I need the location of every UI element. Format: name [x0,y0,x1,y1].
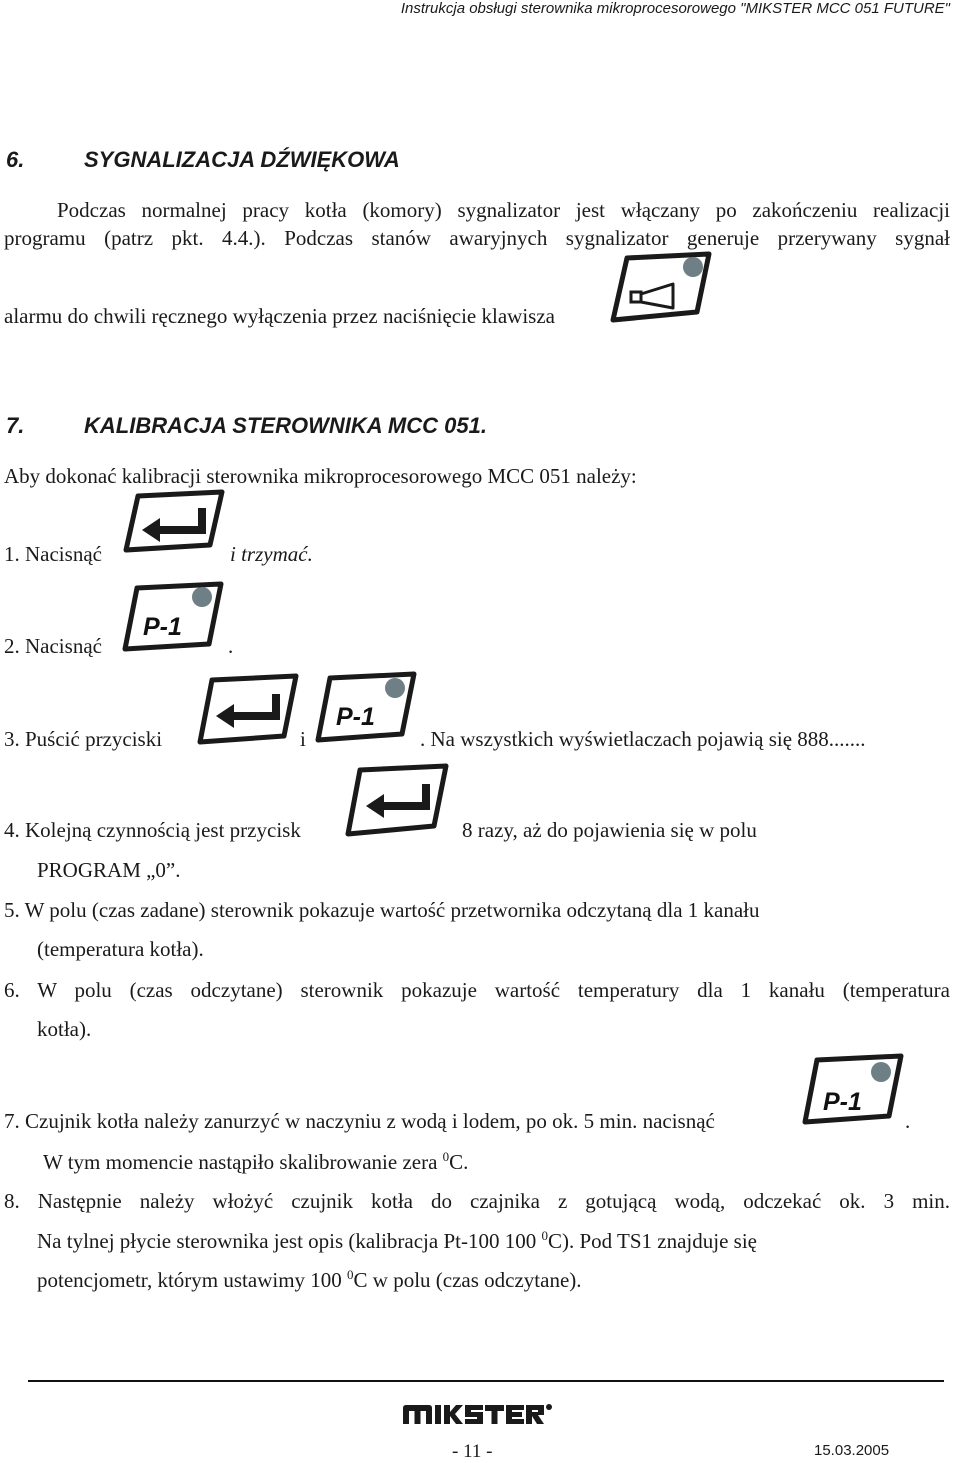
enter-key-1 [118,490,228,554]
led-icon [683,257,703,277]
footer-date: 15.03.2005 [814,1442,890,1459]
step-2-label: 2. Nacisnąć [4,634,102,658]
step-3-label: 3. Puścić przyciski [4,727,163,751]
document-header: Instrukcja obsługi sterownika mikroprocesorowego "MIKSTER MCC 051 FUTURE" [400,0,950,17]
step-5-line-1: 5. W polu (czas zadane) sterownik pokazuje wartość przetwornika odczytaną dla 1 kanału [4,898,760,922]
p1-key-3 [797,1054,907,1128]
step-6-line-1: 6. W polu (czas odczytane) sterownik pokazuje wartość temperatury dla 1 kanału (temperatura [4,978,950,1002]
section-6-line-2: programu (patrz pkt. 4.4.). Podczas stanów awaryjnych sygnalizator generuje przerywany sygnał [4,226,950,250]
horn-key [605,250,713,325]
step-7-suffix: . [905,1109,911,1133]
step-8-line-2: Na tylnej płycie sterownika jest opis (kalibracja Pt-100 100 $^0$C). Pod TS1 znajduje się [37,1228,757,1253]
section-7-intro: Aby dokonać kalibracji sterownika mikroprocesorowego MCC 051 należy: [4,464,637,488]
step-4-label: 4. Kolejną czynnością jest przycisk [4,818,301,842]
footer-rule [28,1380,944,1382]
step-8-line-3: potencjometr, którym ustawimy 100 $^0$C w polu (czas odczytane). [37,1267,582,1292]
p1-key-1 [117,582,227,654]
led-icon [192,587,212,607]
step-4-suffix: 8 razy, aż do pojawienia się w polu [462,818,757,842]
svg-text:MIKSTER: MIKSTER [403,1402,408,1403]
step-1-suffix: i trzymać. [230,542,313,566]
step-6-line-2: kotła). [37,1017,92,1041]
step-4-line-2: PROGRAM „0”. [37,858,181,882]
section-7-number: 7. [6,413,25,438]
step-3-suffix: . Na wszystkich wyświetlaczach pojawią się 888....... [420,727,866,751]
led-icon [385,678,405,698]
p1-key-label: P-1 [823,1088,862,1116]
p1-key-label: P-1 [336,703,375,731]
section-6-line-1: Podczas normalnej pracy kotła (komory) sygnalizator jest włączany po zakończeniu realizacji [57,198,950,222]
step-7-line-2: W tym momencie nastąpiło skalibrowanie zera $^0$C. [43,1149,469,1174]
page-number: - 11 - [452,1441,493,1462]
section-6-line-3: alarmu do chwili ręcznego wyłączenia przez naciśnięcie klawisza [4,304,555,328]
step-2-suffix: . [228,634,234,658]
p1-key-2 [310,672,420,746]
enter-key-3 [340,764,452,838]
section-7-title: KALIBRACJA STEROWNIKA MCC 051. [84,413,487,438]
led-icon [871,1062,891,1082]
section-6-title: SYGNALIZACJA DŹWIĘKOWA [84,147,400,172]
mikster-logo [403,1402,553,1433]
step-7-line-1: 7. Czujnik kotła należy zanurzyć w naczyniu z wodą i lodem, po ok. 5 min. nacisnąć [4,1109,715,1133]
step-3-mid: i [300,727,306,751]
enter-key-2 [192,674,302,746]
step-5-line-2: (temperatura kotła). [37,937,204,961]
section-6-number: 6. [6,147,25,172]
step-1-label: 1. Nacisnąć [4,542,102,566]
step-8-line-1: 8. Następnie należy włożyć czujnik kotła do czajnika z gotującą wodą, odczekać ok. 3 min. [4,1189,950,1213]
p1-key-label: P-1 [143,613,182,641]
